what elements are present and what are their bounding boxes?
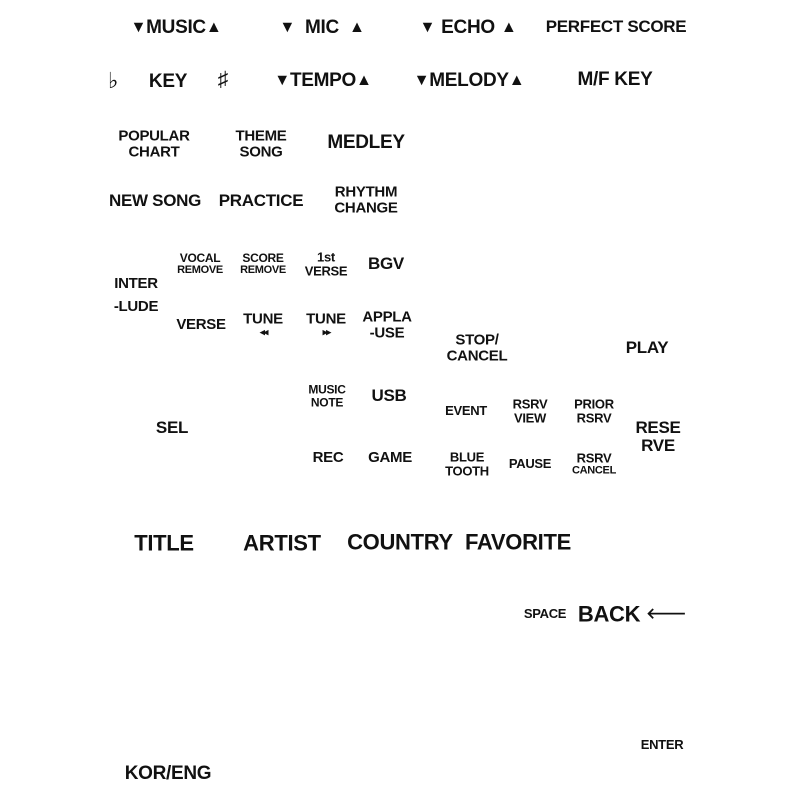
vocal-remove-label-line2: REMOVE xyxy=(177,263,223,276)
stop-cancel-button[interactable] xyxy=(447,332,508,364)
usb-button[interactable] xyxy=(372,387,407,405)
interlude-button[interactable] xyxy=(114,272,158,319)
reservation-view-button[interactable] xyxy=(513,397,548,424)
popular-chart-label-line2: CHART xyxy=(128,143,180,160)
rhythm-change-button[interactable] xyxy=(334,184,397,216)
reservation-cancel-label-line2: CANCEL xyxy=(571,464,617,477)
enter-label: ENTER xyxy=(640,737,684,753)
up-arrow-icon: ▲ xyxy=(500,18,517,37)
up-arrow-icon: ▲ xyxy=(356,71,372,90)
up-arrow-icon: ▲ xyxy=(508,71,525,90)
tune-up-label: TUNE xyxy=(306,310,346,328)
practice-button[interactable] xyxy=(219,192,304,210)
interlude-label-line2: -LUDE xyxy=(113,298,159,315)
stop-cancel-label-line2: CANCEL xyxy=(446,347,508,364)
practice-label: PRACTICE xyxy=(218,191,304,211)
echo-button[interactable] xyxy=(419,18,516,38)
kor-eng-label: KOR/ENG xyxy=(124,763,212,785)
score-remove-label-line2: REMOVE xyxy=(240,263,286,276)
first-verse-label-line2: VERSE xyxy=(304,263,348,278)
tempo-label: TEMPO xyxy=(289,70,357,92)
popular-chart-button[interactable] xyxy=(118,128,189,160)
echo-label: ECHO xyxy=(441,17,495,39)
back-label: BACK xyxy=(577,601,641,627)
theme-song-button[interactable] xyxy=(235,128,286,160)
rec-button[interactable] xyxy=(313,450,344,466)
down-arrow-icon: ▼ xyxy=(413,71,430,90)
first-verse-label-line1: 1st xyxy=(317,249,335,265)
game-button[interactable] xyxy=(368,450,412,466)
up-arrow-icon: ▲ xyxy=(205,18,222,37)
mic-volume-button[interactable] xyxy=(279,18,364,38)
music-note-label-line2: NOTE xyxy=(310,395,344,409)
back-arrow-icon: 🡐 xyxy=(646,605,687,623)
bgv-button[interactable] xyxy=(368,255,404,273)
first-verse-button[interactable] xyxy=(305,250,348,277)
space-label: SPACE xyxy=(523,606,567,622)
favorite-label: FAVORITE xyxy=(465,529,571,555)
popular-chart-label-line1: POPULAR xyxy=(118,127,190,145)
new-song-button[interactable] xyxy=(109,192,201,210)
bluetooth-label-line1: BLUE xyxy=(449,449,485,465)
down-arrow-icon: ▼ xyxy=(279,18,296,37)
game-label: GAME xyxy=(368,449,412,467)
down-arrow-icon: ▼ xyxy=(419,18,436,37)
vocal-remove-label-line1: VOCAL xyxy=(179,250,221,265)
score-remove-label-line1: SCORE xyxy=(242,250,284,265)
new-song-label: NEW SONG xyxy=(108,191,202,211)
sharp-icon: ♯ xyxy=(217,68,228,91)
search-title-label: TITLE xyxy=(134,530,194,556)
sel-label: SEL xyxy=(155,418,189,438)
interlude-label-line1: INTER xyxy=(114,274,158,292)
priority-reserve-button[interactable] xyxy=(574,397,614,424)
priority-reserve-label-line1: PRIOR xyxy=(574,396,614,412)
verse-label: VERSE xyxy=(176,316,226,334)
space-button[interactable] xyxy=(524,607,566,621)
perfect-score-button[interactable] xyxy=(546,18,687,36)
reservation-view-label-line2: VIEW xyxy=(513,410,547,425)
tune-up-button[interactable] xyxy=(306,311,346,338)
applause-button[interactable] xyxy=(362,309,411,341)
mic-label: MIC xyxy=(305,17,339,39)
kor-eng-button[interactable] xyxy=(125,764,212,784)
mf-key-label: M/F KEY xyxy=(577,69,653,91)
reservation-cancel-label-line1: RSRV xyxy=(576,450,612,466)
rewind-icon: ◂◂ xyxy=(259,326,267,339)
usb-label: USB xyxy=(371,386,407,406)
bgv-label: BGV xyxy=(368,254,404,274)
tune-down-button[interactable] xyxy=(243,311,283,338)
key-control-button[interactable] xyxy=(108,69,228,95)
enter-button[interactable] xyxy=(641,738,684,752)
reserve-label-line1: RESE xyxy=(635,418,681,438)
theme-song-label-line2: SONG xyxy=(239,143,283,160)
verse-button[interactable] xyxy=(176,317,225,333)
down-arrow-icon: ▼ xyxy=(130,18,147,37)
music-note-label-line1: MUSIC xyxy=(308,382,346,397)
music-label: MUSIC xyxy=(146,17,206,39)
score-remove-button[interactable] xyxy=(240,252,286,276)
rec-label: REC xyxy=(312,449,344,467)
melody-label: MELODY xyxy=(429,70,509,92)
flat-icon: ♭ xyxy=(108,68,119,93)
applause-label-line2: -USE xyxy=(369,324,405,341)
favorite-button[interactable] xyxy=(465,530,571,553)
vocal-remove-button[interactable] xyxy=(177,252,223,276)
play-button[interactable] xyxy=(626,339,669,357)
rhythm-change-label-line1: RHYTHM xyxy=(334,183,398,201)
key-label: KEY xyxy=(148,71,188,93)
reservation-view-label-line1: RSRV xyxy=(512,396,548,412)
pause-button[interactable] xyxy=(509,457,551,471)
priority-reserve-label-line2: RSRV xyxy=(576,410,612,425)
event-label: EVENT xyxy=(445,403,487,419)
theme-song-label-line1: THEME xyxy=(235,127,287,145)
medley-label: MEDLEY xyxy=(327,132,405,154)
search-country-label: COUNTRY xyxy=(347,529,453,555)
sel-button[interactable] xyxy=(156,419,188,437)
rhythm-change-label-line2: CHANGE xyxy=(334,199,398,216)
search-country-button[interactable] xyxy=(347,530,453,553)
fast-forward-icon: ▸▸ xyxy=(322,326,330,339)
bluetooth-label-line2: TOOTH xyxy=(445,463,489,478)
applause-label-line1: APPLA xyxy=(362,308,412,326)
reserve-button[interactable] xyxy=(635,419,680,455)
search-title-button[interactable] xyxy=(134,531,194,554)
bluetooth-button[interactable] xyxy=(445,450,489,477)
reserve-label-line2: RVE xyxy=(641,436,675,455)
melody-button[interactable] xyxy=(414,71,525,91)
back-button[interactable] xyxy=(578,602,686,625)
pause-label: PAUSE xyxy=(508,456,552,472)
stop-cancel-label-line1: STOP/ xyxy=(455,331,499,349)
event-button[interactable] xyxy=(445,404,487,418)
medley-button[interactable] xyxy=(327,133,404,153)
tune-down-label: TUNE xyxy=(243,310,283,328)
down-arrow-icon: ▼ xyxy=(274,71,290,90)
perfect-score-label: PERFECT SCORE xyxy=(545,17,687,37)
music-note-button[interactable] xyxy=(308,383,345,408)
tempo-button[interactable] xyxy=(274,71,371,91)
mf-key-button[interactable] xyxy=(578,70,653,90)
search-artist-button[interactable] xyxy=(243,531,321,554)
play-label: PLAY xyxy=(625,338,669,358)
music-volume-button[interactable] xyxy=(130,18,221,38)
search-artist-label: ARTIST xyxy=(243,530,321,556)
up-arrow-icon: ▲ xyxy=(348,18,365,37)
reservation-cancel-button[interactable] xyxy=(572,451,616,476)
